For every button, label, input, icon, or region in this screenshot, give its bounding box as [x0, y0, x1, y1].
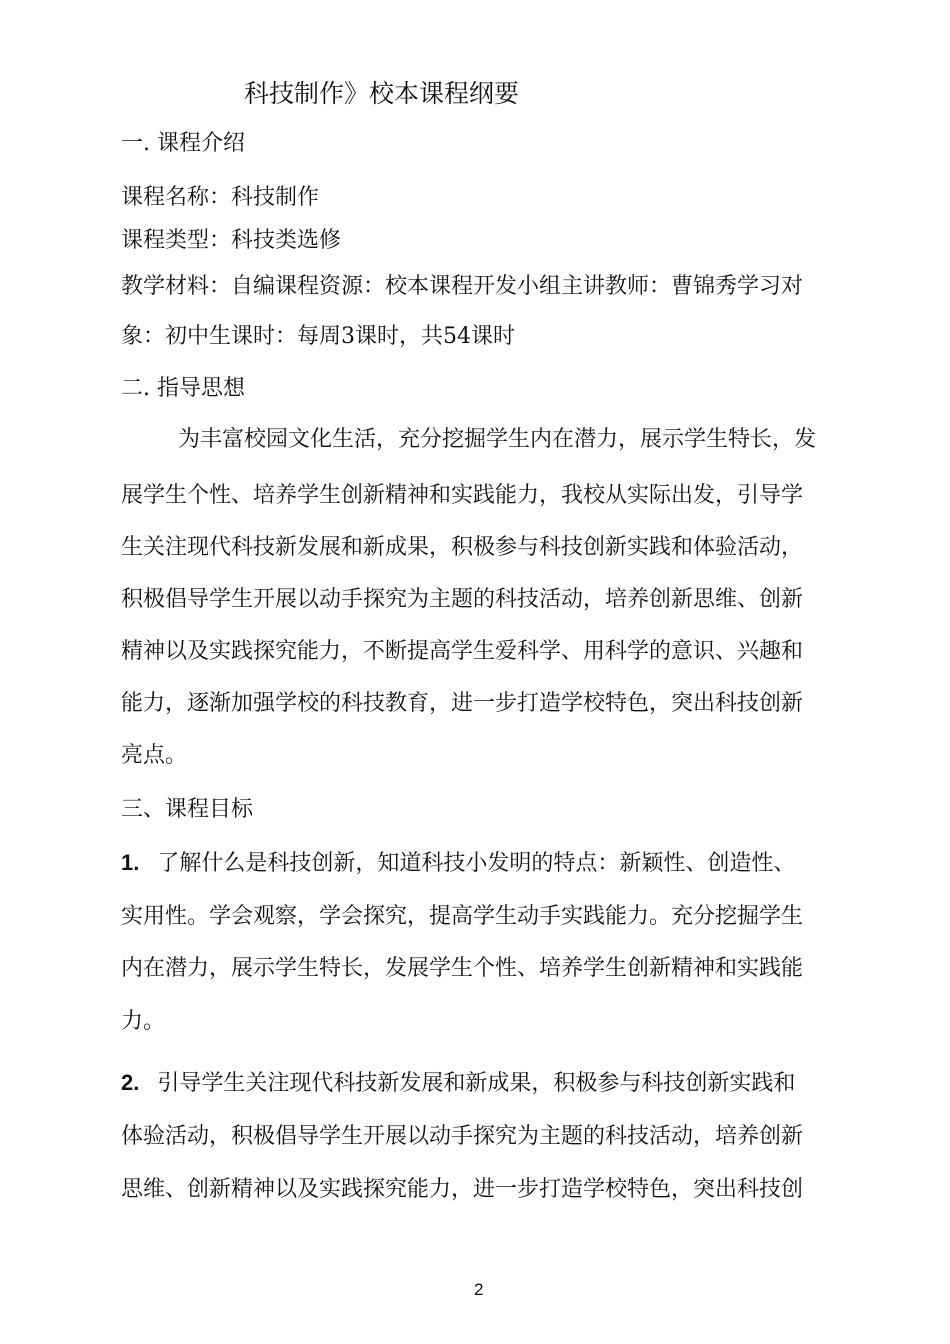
document-title: 科技制作》校本课程纲要: [244, 79, 520, 108]
goal-item-2-line-1: [121, 1068, 795, 1099]
goal-item-2-number: 2.: [121, 1070, 140, 1095]
page-number: 2: [474, 1280, 484, 1299]
goal-item-1-line-2: 实用性。学会观察，学会探究，提高学生动手实践能力。充分挖掘学生: [121, 904, 804, 929]
guiding-line-7: 亮点。: [121, 743, 188, 768]
guiding-line-1: 为丰富校园文化生活，充分挖掘学生内在潜力，展示学生特长，发: [178, 427, 817, 452]
goal-item-2-line-3: 思维、创新精神以及实践探究能力，进一步打造学校特色，突出科技创: [121, 1177, 804, 1202]
goal-item-1-text-1: 了解什么是科技创新，知道科技小发明的特点：新颖性、创造性、: [157, 851, 796, 876]
guiding-line-3: 生关注现代科技新发展和新成果，积极参与科技创新实践和体验活动，: [121, 535, 804, 560]
course-name-line: 课程名称：科技制作: [121, 185, 320, 210]
guiding-line-2: 展学生个性、培养学生创新精神和实践能力，我校从实际出发，引导学: [121, 483, 804, 508]
guiding-line-4: 积极倡导学生开展以动手探究为主题的科技活动，培养创新思维、创新: [121, 587, 804, 612]
goal-item-1-line-1: [121, 848, 795, 879]
goal-item-2-line-2: 体验活动，积极倡导学生开展以动手探究为主题的科技活动，培养创新: [121, 1124, 804, 1149]
goal-item-2-text-1: 引导学生关注现代科技新发展和新成果，积极参与科技创新实践和: [157, 1071, 796, 1096]
materials-line-2: 象：初中生课时：每周3课时，共54课时: [121, 324, 515, 349]
section-heading-goals: 三、课程目标: [121, 797, 254, 822]
goal-item-1-line-4: 力。: [121, 1009, 166, 1034]
guiding-line-6: 能力，逐渐加强学校的科技教育，进一步打造学校特色，突出科技创新: [121, 691, 804, 716]
section-heading-intro: 一. 课程介绍: [121, 131, 245, 156]
materials-line-1: 教学材料：自编课程资源：校本课程开发小组主讲教师：曹锦秀学习对: [121, 274, 804, 299]
goal-item-1-line-3: 内在潜力，展示学生特长，发展学生个性、培养学生创新精神和实践能: [121, 956, 804, 981]
section-heading-guiding: 二. 指导思想: [121, 376, 245, 401]
course-type-line: 课程类型：科技类选修: [121, 228, 342, 253]
goal-item-1-number: 1.: [121, 850, 140, 875]
guiding-line-5: 精神以及实践探究能力，不断提高学生爱科学、用科学的意识、兴趣和: [121, 639, 804, 664]
